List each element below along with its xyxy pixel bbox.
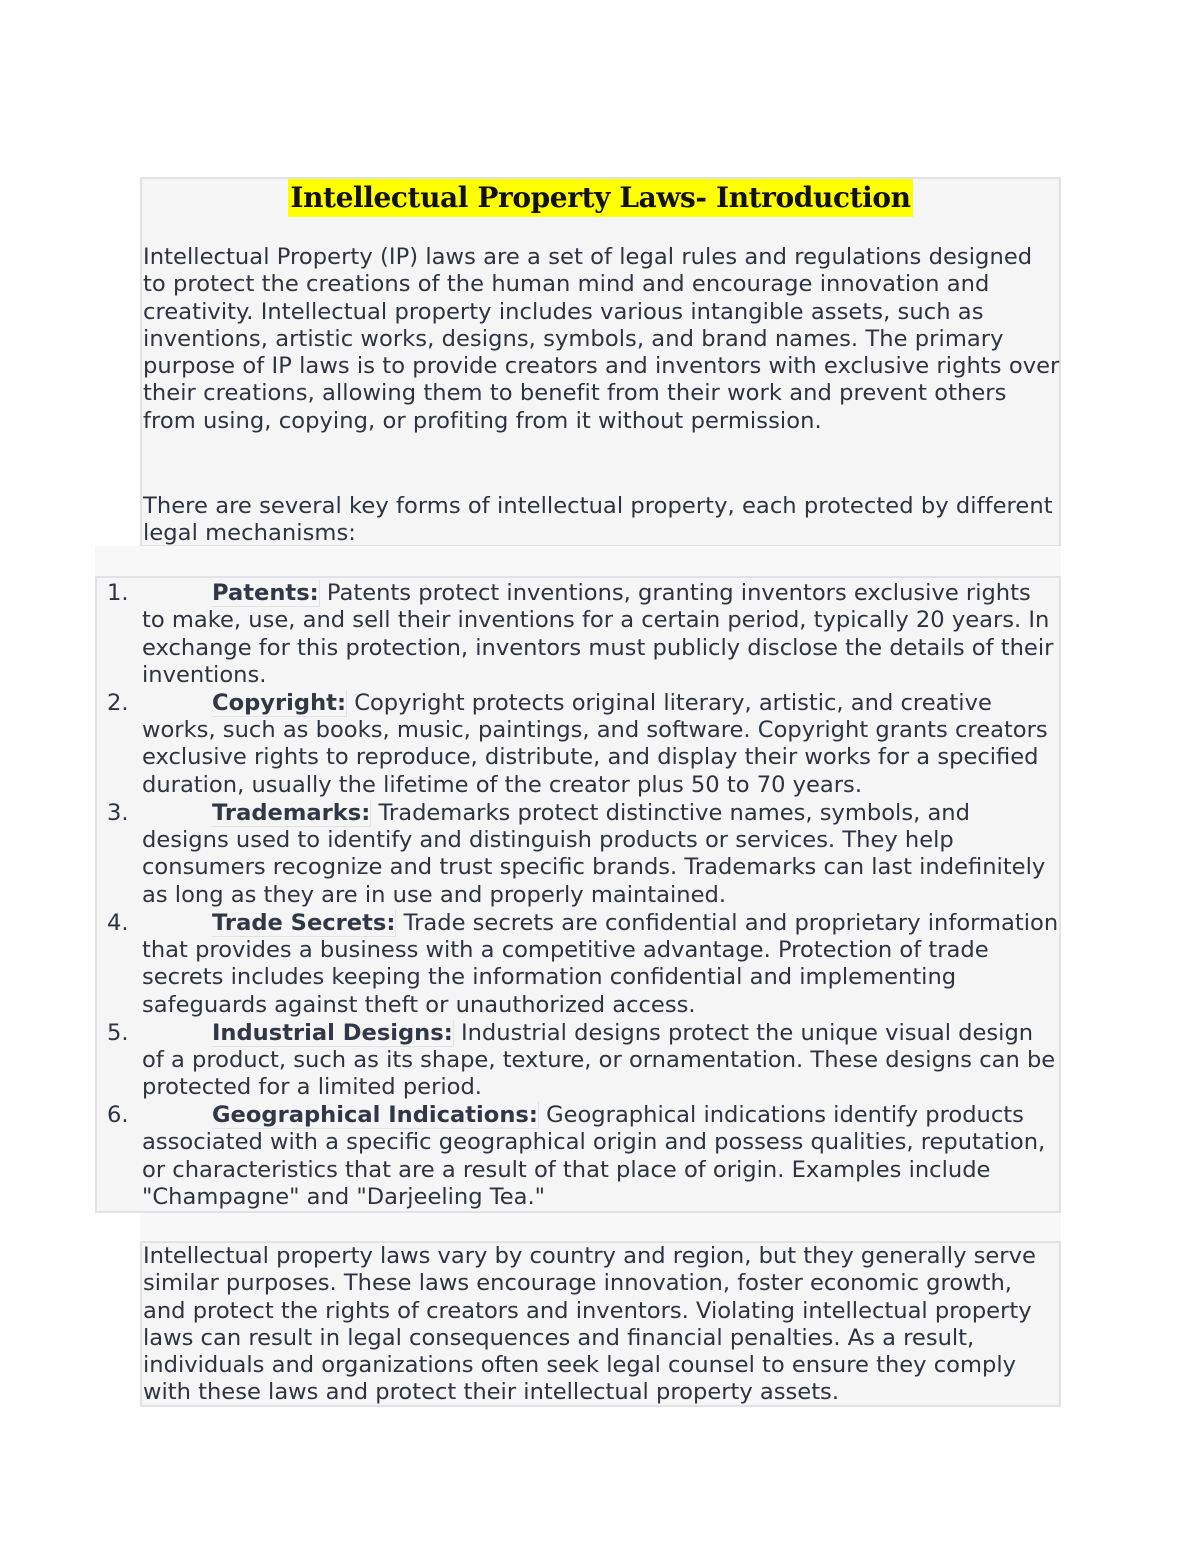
list-item (97, 1020, 1059, 1102)
term-label: Geographical Indications: (212, 1102, 538, 1129)
intro-paragraph: Intellectual Property (IP) laws are a set of legal rules and regulations designed to protect the creations of the human mind and encourage innovation and creativity. Intellectual property includes various intangible assets, such as inventions, artistic works, designs, symbols, and brand names. The primary purpose of IP laws is to provide creators and inventors with exclusive rights over their creations, allowing them to benefit from their work and prevent others from using, copying, or profiting from it without permission. (143, 244, 1060, 434)
term-label: Patents: (212, 580, 319, 606)
intro-section (140, 177, 1061, 547)
list-item (97, 690, 1059, 799)
list-item (97, 910, 1059, 1019)
term-description: Industrial designs protect the unique visual design of a product, such as its shape, texture, or ornamentation. These designs can be protected for a limited period. (142, 1019, 1056, 1101)
term-description: Trade secrets are confidential and proprietary information that provides a business with a competitive advantage. Protection of trade secrets includes keeping the information confidential and implementing safeguards against theft or unauthorized access. (142, 909, 1059, 1018)
term-description: Geographical indications identify products associated with a specific geographical origin and possess qualities, reputation, or characteristics that are a result of that place of origin. Examples include "Champagne" and "Darjeeling Tea." (142, 1102, 1046, 1210)
forms-list-section (95, 576, 1061, 1213)
term-label: Trade Secrets: (212, 909, 396, 936)
closing-paragraph: Intellectual property laws vary by country and region, but they generally serve similar purposes. These laws encourage innovation, foster economic growth, and protect the rights of creators and inventors. Violating intellectual property laws can result in legal consequences and financial penalties. As a result, individuals and organizations often seek legal counsel to ensure they comply with these laws and protect their intellectual property assets. (143, 1243, 1036, 1406)
title-wrapper (142, 179, 1059, 217)
list-item (97, 1102, 1059, 1211)
closing-section (140, 1241, 1061, 1407)
term-label: Copyright: (212, 689, 346, 716)
ip-forms-list (97, 580, 1059, 1212)
list-number: 3. (107, 799, 129, 826)
list-number: 1. (107, 580, 129, 606)
term-label: Industrial Designs: (212, 1019, 453, 1046)
list-item (97, 580, 1059, 689)
list-number: 2. (107, 689, 129, 716)
list-number: 6. (107, 1102, 129, 1129)
document-title: Intellectual Property Laws- Introduction (288, 179, 912, 217)
list-item (97, 800, 1059, 909)
term-description: Patents protect inventions, granting inventors exclusive rights to make, use, and sell their inventions for a certain period, typically 20 years. In exchange for this protection, inventors must publicly disclose the details of their inventions. (142, 580, 1054, 688)
section-spacer (140, 1213, 1061, 1241)
list-number: 5. (107, 1019, 129, 1046)
term-label: Trademarks: (212, 799, 371, 826)
term-description: Copyright protects original literary, artistic, and creative works, such as books, music, paintings, and software. Copyright grants creators exclusive rights to reproduce, distribute, and display their works for a specified duration, usually the lifetime of the creator plus 50 to 70 years. (142, 689, 1048, 798)
lead-in-paragraph: There are several key forms of intellectual property, each protected by different legal mechanisms: (143, 493, 1053, 547)
section-spacer (95, 546, 1061, 576)
term-description: Trademarks protect distinctive names, symbols, and designs used to identify and distinguish products or services. They help consumers recognize and trust specific brands. Trademarks can last indefinitely as long as they are in use and properly maintained. (142, 799, 1046, 908)
list-number: 4. (107, 909, 129, 936)
